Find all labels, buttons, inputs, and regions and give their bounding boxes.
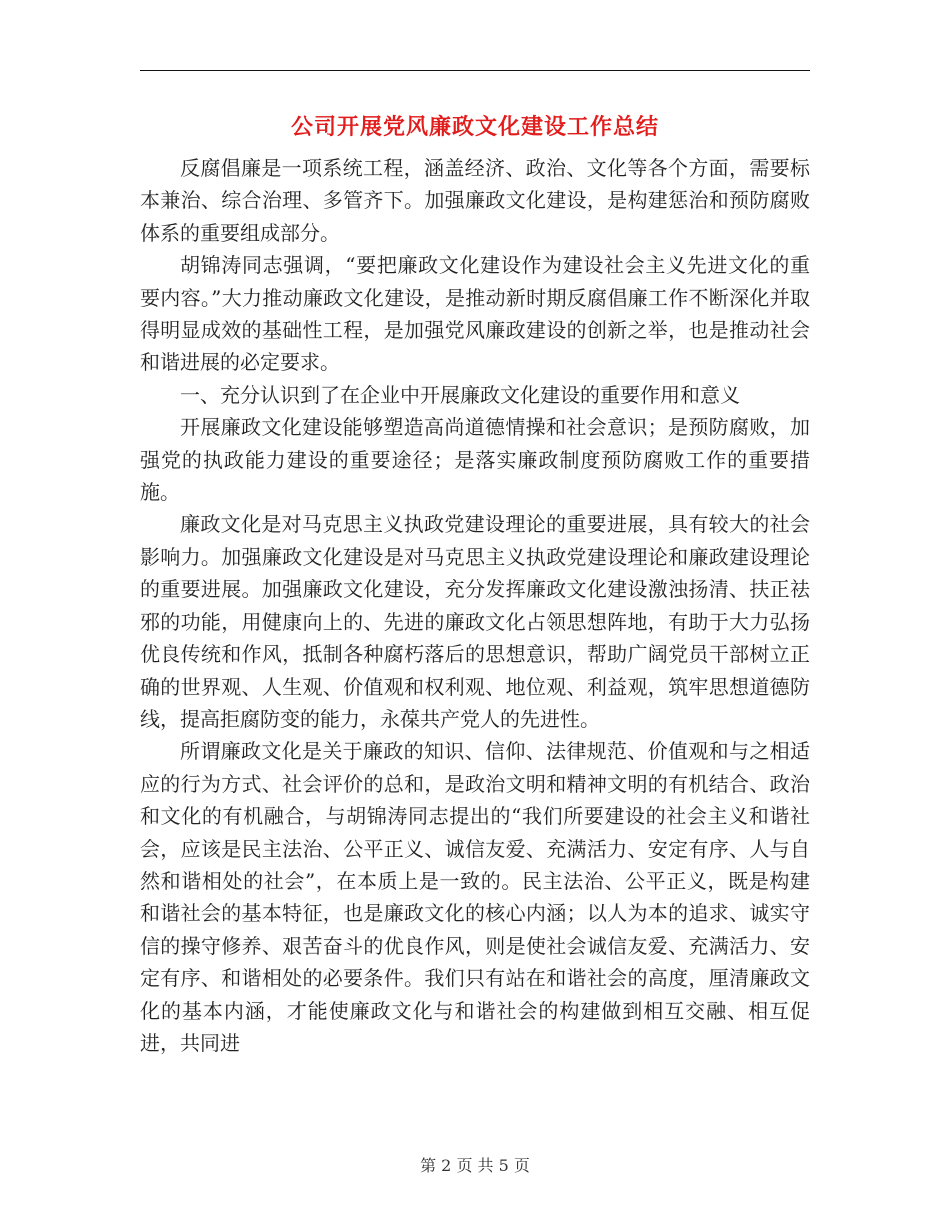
document-body bbox=[140, 152, 810, 1059]
paragraph: 胡锦涛同志强调，“要把廉政文化建设作为建设社会主义先进文化的重要内容。”大力推动廉政文化建设，是推动新时期反腐倡廉工作不断深化并取得明显成效的基础性工程，是加强党风廉政建设的创新之举，也是推动社会和谐进展的必定要求。 bbox=[140, 253, 810, 375]
section-heading: 一、充分认识到了在企业中开展廉政文化建设的重要作用和意义 bbox=[180, 382, 740, 407]
paragraph: 开展廉政文化建设能够塑造高尚道德情操和社会意识；是预防腐败，加强党的执政能力建设的重要途径；是落实廉政制度预防腐败工作的重要措施。 bbox=[140, 415, 810, 505]
header-rule bbox=[140, 70, 810, 71]
paragraph: 反腐倡廉是一项系统工程，涵盖经济、政治、文化等各个方面，需要标本兼治、综合治理、多管齐下。加强廉政文化建设，是构建惩治和预防腐败体系的重要组成部分。 bbox=[140, 156, 810, 245]
paragraph: 廉政文化是对马克思主义执政党建设理论的重要进展，具有较大的社会影响力。加强廉政文化建设是对马克思主义执政党建设理论和廉政建设理论的重要进展。加强廉政文化建设，充分发挥廉政文化建设激浊扬清、扶正祛邪的功能，用健康向上的、先进的廉政文化占领思想阵地，有助于大力弘扬优良传统和作风，抵制各种腐朽落后的思想意识，帮助广阔党员干部树立正确的世界观、人生观、价值观和权利观、地位观、利益观，筑牢思想道德防线，提高拒腐防变的能力，永葆共产党人的先进性。 bbox=[140, 512, 810, 731]
page-number-footer: 第 2 页 共 5 页 bbox=[420, 1156, 530, 1175]
document-title: 公司开展党风廉政文化建设工作总结 bbox=[290, 115, 659, 140]
paragraph: 所谓廉政文化是关于廉政的知识、信仰、法律规范、价值观和与之相适应的行为方式、社会评价的总和，是政治文明和精神文明的有机结合、政治和文化的有机融合，与胡锦涛同志提出的“我们所要建设的社会主义和谐社会，应该是民主法治、公平正义、诚信友爱、充满活力、安定有序、人与自然和谐相处的社会”，在本质上是一致的。民主法治、公平正义，既是构建和谐社会的基本特征，也是廉政文化的核心内涵；以人为本的追求、诚实守信的操守修养、艰苦奋斗的优良作风，则是使社会诚信友爱、充满活力、安定有序、和谐相处的必要条件。我们只有站在和谐社会的高度，厘清廉政文化的基本内涵，才能使廉政文化与和谐社会的构建做到相互交融、相互促进，共同进 bbox=[140, 739, 810, 1055]
